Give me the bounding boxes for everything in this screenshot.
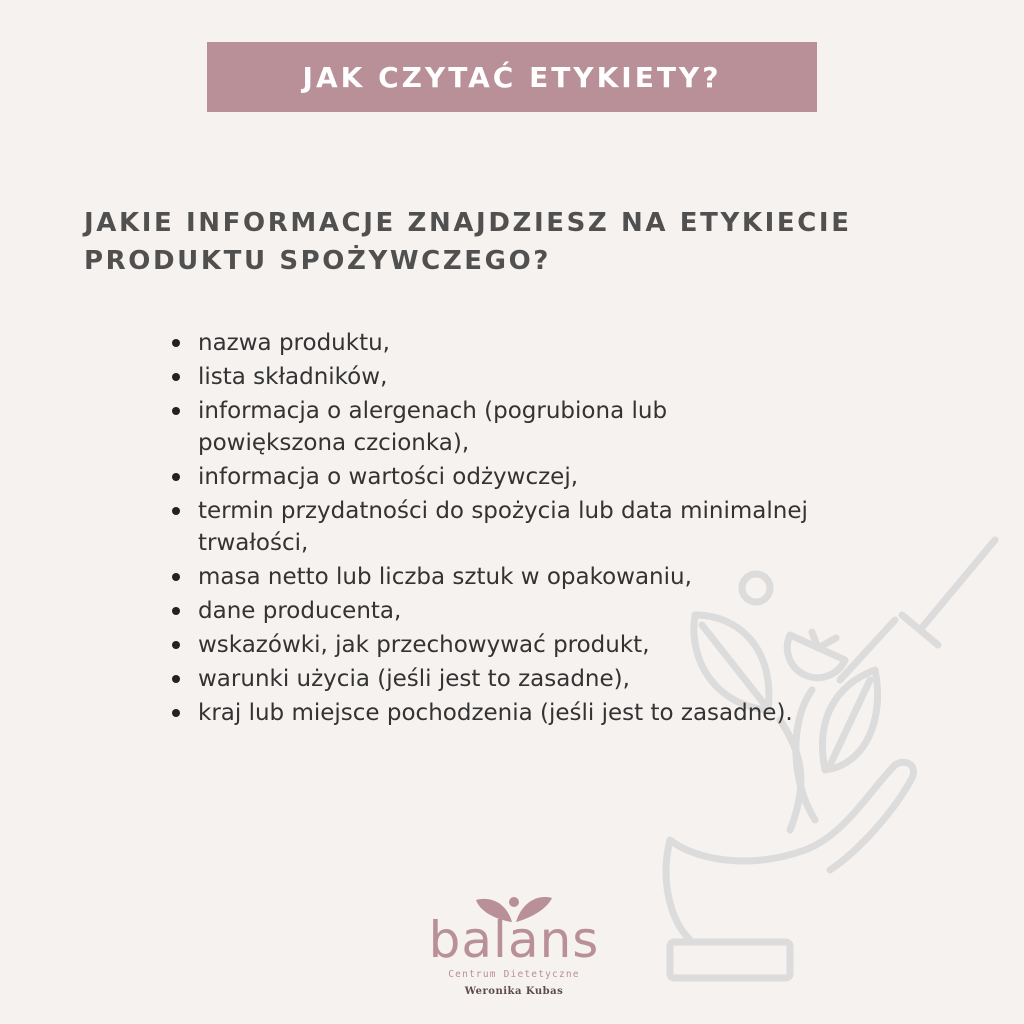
list-item — [170, 663, 930, 695]
list-item-line: kraj lub miejsce pochodzenia (jeśli jest to zasadne). — [198, 700, 793, 726]
section-heading-line: PRODUKTU SPOŻYWCZEGO? — [84, 246, 551, 276]
bullet-icon — [172, 641, 180, 649]
list-item-line: informacja o wartości odżywczej, — [198, 464, 579, 490]
list-item — [170, 495, 930, 559]
bullet-icon — [172, 373, 180, 381]
list-item-line: termin przydatności do spożycia lub data minimalnej — [198, 498, 808, 524]
logo-subtitle: Centrum Dietetyczne — [448, 969, 580, 980]
list-item — [170, 361, 930, 393]
bullet-icon — [172, 607, 180, 615]
brand-logo — [424, 890, 604, 1010]
bullet-icon — [172, 473, 180, 481]
logo-author: Weronika Kubas — [464, 986, 564, 997]
label-info-list — [170, 327, 930, 731]
list-item — [170, 629, 930, 661]
list-item — [170, 461, 930, 493]
bullet-icon — [172, 339, 180, 347]
list-item — [170, 595, 930, 627]
list-item-line: lista składników, — [198, 364, 388, 390]
list-item-line: nazwa produktu, — [198, 330, 390, 356]
list-item-line: informacja o alergenach (pogrubiona lub — [198, 398, 668, 424]
bullet-icon — [172, 709, 180, 717]
list-item-line: powiększona czcionka), — [198, 430, 470, 456]
list-item-line: trwałości, — [198, 530, 309, 556]
list-item — [170, 327, 930, 359]
list-item-line: masa netto lub liczba sztuk w opakowaniu, — [198, 564, 692, 590]
page-title: JAK CZYTAĆ ETYKIETY? — [302, 60, 722, 94]
list-item-line: wskazówki, jak przechowywać produkt, — [198, 632, 650, 658]
bullet-icon — [172, 675, 180, 683]
list-item-line: dane producenta, — [198, 598, 402, 624]
list-item — [170, 697, 930, 729]
list-item — [170, 561, 930, 593]
section-heading-line: JAKIE INFORMACJE ZNAJDZIESZ NA ETYKIECIE — [84, 208, 852, 238]
list-item-line: warunki użycia (jeśli jest to zasadne), — [198, 666, 630, 692]
section-heading — [84, 204, 944, 280]
logo-wordmark: balans — [428, 911, 600, 969]
bullet-icon — [172, 573, 180, 581]
bullet-icon — [172, 407, 180, 415]
bullet-icon — [172, 507, 180, 515]
list-item — [170, 395, 930, 459]
title-banner — [207, 42, 817, 112]
